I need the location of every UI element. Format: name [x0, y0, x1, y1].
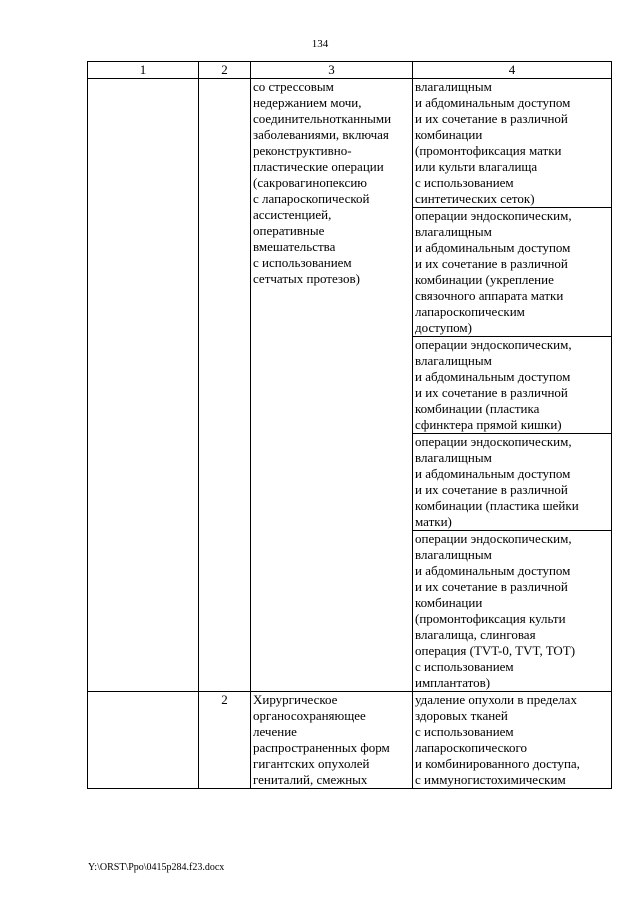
cell-col-4-method: влагалищным и абдоминальным доступом и их сочетание в различной комбинации (промонтофиксация матки или культи влагалища с использованием синтетических сеток)	[413, 79, 612, 208]
footer-file-path: Y:\ORST\Ppo\0415p284.f23.docx	[88, 862, 225, 873]
header-col-3: 3	[251, 62, 413, 79]
header-col-2: 2	[199, 62, 251, 79]
cell-col-3-condition: со стрессовым недержанием мочи, соединительнотканными заболеваниями, включая реконструктивно- пластические операции (сакровагинопексию с лапароскопической ассистенцией, оперативные вмешательства с использованием сетчатых протезов)	[251, 79, 413, 692]
cell-col-2	[199, 79, 251, 692]
page-number: 134	[311, 38, 329, 50]
cell-col-4-method: операции эндоскопическим, влагалищным и абдоминальным доступом и их сочетание в различной комбинации (пластика сфинктера прямой кишки)	[413, 337, 612, 434]
cell-col-3-condition: Хирургическое органосохраняющее лечение распространенных форм гигантских опухолей гениталий, смежных	[251, 692, 413, 789]
table-row	[88, 79, 612, 208]
document-table	[87, 61, 612, 789]
cell-col-4-method: удаление опухоли в пределах здоровых тканей с использованием лапароскопического и комбинированного доступа, с иммуногистохимическим	[413, 692, 612, 789]
cell-col-1	[88, 79, 199, 692]
cell-col-2-number: 2	[199, 692, 251, 789]
header-col-1: 1	[88, 62, 199, 79]
cell-col-1	[88, 692, 199, 789]
cell-col-4-method: операции эндоскопическим, влагалищным и абдоминальным доступом и их сочетание в различной комбинации (промонтофиксация культи влагалища, слинговая операция (TVT-0, TVT, TOT) с использованием имплантатов)	[413, 531, 612, 692]
header-col-4: 4	[413, 62, 612, 79]
table-row	[88, 692, 612, 789]
cell-col-4-method: операции эндоскопическим, влагалищным и абдоминальным доступом и их сочетание в различной комбинации (укрепление связочного аппарата матки лапароскопическим доступом)	[413, 208, 612, 337]
cell-col-4-method: операции эндоскопическим, влагалищным и абдоминальным доступом и их сочетание в различной комбинации (пластика шейки матки)	[413, 434, 612, 531]
header-row	[88, 62, 612, 79]
